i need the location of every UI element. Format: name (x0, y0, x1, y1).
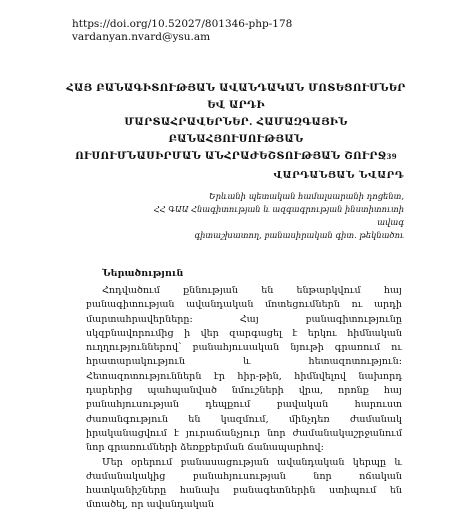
body-paragraph: Մեր օրերում բանասացության ավանդական կերպը և ժամանակակից բանահյուսության նոր ոճական հատկանիշները հանախ բանագետներին ստիպում են մտածել, որ ավանդական (86, 456, 402, 511)
footnote-reference[interactable]: 39 (386, 152, 397, 161)
author-name: ՎԱՐԴԱՆՅԱՆ ՆՎԱՐԴ (273, 170, 404, 181)
author-affiliation (134, 190, 404, 242)
affiliation-line: ՀՀ ԳԱԱ Հնագիտության և ազգագրության ինստիտուտի ավագ (153, 204, 404, 227)
header-meta (72, 18, 292, 44)
paper-title (62, 80, 410, 165)
title-line-text: ՈՒՍՈՒՄՆԱՍԻՐՄԱՆ ԱՆՀՐԱԺԵՇՏՈՒԹՅԱՆ ՇՈՒՐՋ (75, 151, 387, 162)
affiliation-line: Երևանի պետական համալսարանի դոցենտ, (208, 191, 404, 201)
doi-link[interactable]: https://doi.org/10.52027/801346-php-178 (72, 18, 293, 30)
author-email[interactable]: vardanyan.nvard@ysu.am (72, 31, 211, 43)
title-line (62, 148, 410, 165)
body-paragraph: Հոդվածում քննության են ենթարկվում հայ բանագիտության ավանդական մոտեցումներն ու արդի մարտահրավերները: Հայ բանագիտությունը սկզբնավորումից ի վեր զարգացել է երկու հիմնական ուղղություններով՝ բանահյուսական նյութի գրառում ու հրատարակություն և հետազոտություն: Հետազոտություններն էր հիր-թին, հիմնվելով նախորդ դարերից պահպանված նմուշների վրա, որոնք հայ բանահյուսության դեպքում բավական հարուստ ժառանգություն են կազմում, մինչդեռ ժամանակ իրականացվում է յուրաճանչյուր նոր ժամանակաշրջանում նոր գրառումների ձեռքբերման ճանապարհով: (86, 285, 402, 454)
title-line: ՀԱՅ ԲԱՆԱԳԻՏՈՒԹՅԱՆ ԱՎԱՆԴԱԿԱՆ ՄՈՏԵՑՈՒՄՆԵՐ ԵՎ ԱՐԴԻ (66, 83, 406, 111)
title-line: ՄԱՐՏԱՀՐԱՎԵՐՆԵՐ. ՀԱՄԱԶԳԱՅԻՆ ԲԱՆԱՀՅՈՒՍՈՒԹՅԱՆ (124, 117, 348, 145)
affiliation-line: գիտաշխատող, բանասիրական գիտ. թեկնածու (194, 230, 404, 240)
section-heading: Ներածություն (102, 268, 184, 279)
section-body (86, 284, 402, 513)
